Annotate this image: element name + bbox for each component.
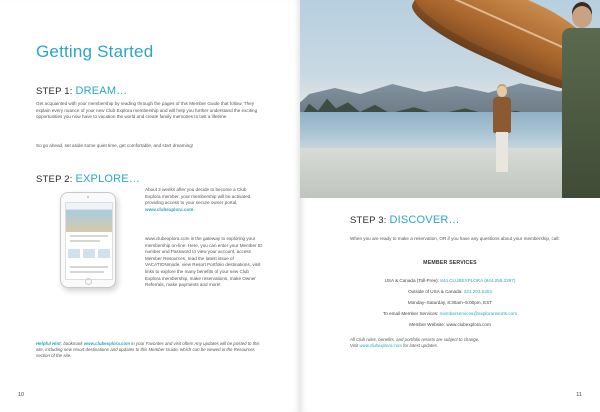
photo-lake <box>300 112 600 152</box>
photo-man <box>560 0 600 198</box>
helpful-hint-text: in your Favorites and visit often! Any updates will be posted to this site, including new resort destinations and updates to this Member Guide, which can be viewed in the Resources section of the site. <box>36 341 260 359</box>
step2-label: STEP 2: <box>36 174 73 185</box>
step2-keyword: EXPLORE… <box>75 173 141 185</box>
tablet-camera-icon <box>87 196 89 198</box>
step3-heading <box>350 214 460 226</box>
couple-canoe-photo <box>300 0 600 198</box>
step1-label: STEP 1: <box>36 86 73 97</box>
service-hours: Monday–Saturday, 8:30am–5:00pm, EST <box>407 300 493 305</box>
page-number-left: 10 <box>18 392 25 398</box>
helpful-hint <box>36 341 262 360</box>
portal-link[interactable]: www.clubexplora.com <box>145 206 194 212</box>
step2-paragraph <box>145 187 263 213</box>
tablet-screen-tiles <box>66 245 112 263</box>
step1-heading <box>36 85 127 97</box>
outside-usa-label: Outside of USA & Canada: <box>408 289 463 294</box>
tablet-image <box>60 192 116 288</box>
photo-woman-legs <box>496 132 508 172</box>
step3-keyword: DISCOVER… <box>389 214 460 226</box>
member-services-email[interactable]: memberservices@exploraresorts.com <box>439 311 518 316</box>
email-label: To email Member Services: <box>382 311 439 316</box>
member-website[interactable]: Member Website: www.clubexplora.com <box>409 322 491 327</box>
photo-shore <box>300 148 600 198</box>
tablet-screen-tile <box>83 249 95 258</box>
helpful-hint-pre: bookmark <box>63 341 83 346</box>
tablet-screen-header <box>66 203 112 210</box>
step3-label: STEP 3: <box>350 215 387 226</box>
tablet-screen <box>65 202 113 280</box>
page-number-right: 11 <box>576 392 582 398</box>
tablet-screen-tile <box>98 249 110 258</box>
tablet-screen-hero <box>66 210 112 232</box>
tablet-home-button-icon <box>85 278 92 285</box>
tablet-screen-line <box>70 271 104 273</box>
photo-woman <box>492 86 512 176</box>
step2-paragraph-end: . <box>193 206 195 212</box>
step2-heading <box>36 173 140 185</box>
usa-canada-label: USA & Canada (Toll-Free): <box>384 278 439 283</box>
tablet-screen-tile <box>68 249 80 258</box>
member-services-heading: MEMBER SERVICES <box>423 260 477 266</box>
photo-woman-head <box>497 86 507 97</box>
step1-paragraph-2: So go ahead, set aside some quiet time, get comfortable, and start dreaming! <box>36 143 194 148</box>
photo-man-coat <box>562 28 600 198</box>
disclaimer-visit: Visit <box>350 343 359 349</box>
step2-paragraph-text: About 2 weeks after you decide to become a Club Explora member, your membership will be activated, providing access to your secure owner portal, <box>145 187 252 206</box>
outside-usa-line <box>300 289 600 296</box>
step1-keyword: DREAM… <box>75 85 128 97</box>
disclaimer-note <box>350 337 570 349</box>
right-page <box>300 0 600 412</box>
disclaimer-line1: All Club rules, benefits, and portfolio resorts are subject to change. <box>350 337 480 342</box>
step1-paragraph: Get acquainted with your membership by reading through the pages of this Member Guide that follow. They explain every nuance of your new Club Explora membership and will help you further understand the exciting opportunities you now have to vacation the world and create family memories to last a lifetime. <box>36 101 258 120</box>
outside-usa-phone[interactable]: 321.203.5303 <box>463 289 492 294</box>
usa-canada-line <box>300 278 600 285</box>
email-line <box>300 311 600 318</box>
disclaimer-link[interactable]: www.clubexplora.com <box>359 343 402 349</box>
hint-link[interactable]: www.clubexplora.com <box>83 341 131 346</box>
disclaimer-post: for latest updates. <box>403 343 439 349</box>
photo-woman-body <box>493 97 511 133</box>
step3-paragraph: When you are ready to make a reservation, OR if you have any questions about your membership, call: <box>350 236 560 241</box>
tablet-screen-line <box>70 240 100 242</box>
tablet-screen-line <box>70 266 108 268</box>
photo-man-head <box>572 6 592 28</box>
page-title: Getting Started <box>36 42 154 61</box>
usa-canada-phone[interactable]: 844.CLUBEXPLORA (844.258.2397) <box>440 278 516 283</box>
helpful-hint-label: Helpful Hint: <box>36 341 63 346</box>
step2-paragraph-2: www.clubexplora.com is the gateway to exploring your membership on-line. Here, you can enter your Member ID number and Password to view your account, access Member Resources, read the latest issue of VACATIONmode, view Resort Portfolio destinations, visit links to explore the many benefits of your new Club Explora membership, make reservations, make Owner Referrals, make payments and more! <box>145 236 263 288</box>
tablet-screen-line <box>70 235 108 237</box>
